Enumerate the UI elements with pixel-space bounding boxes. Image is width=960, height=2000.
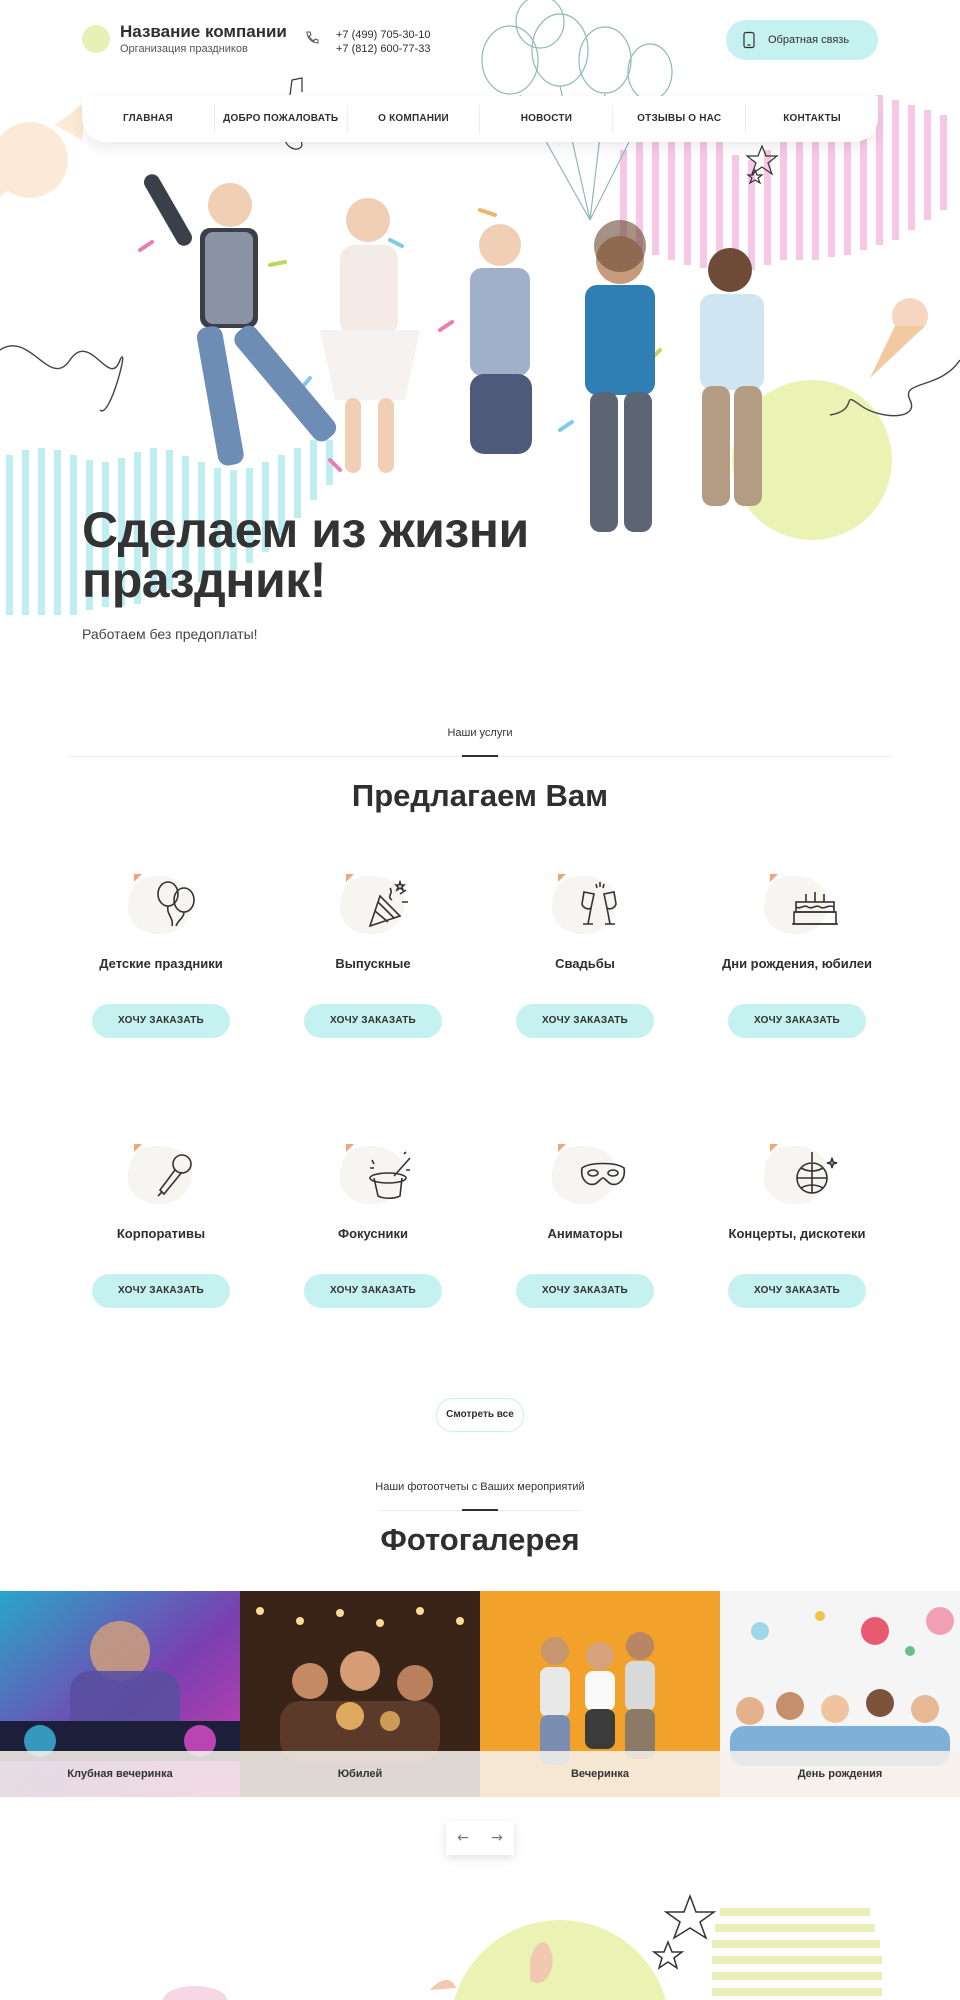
kid-3 [470,224,532,454]
service-name: Детские праздники [99,956,223,971]
candy-decoration [0,100,88,215]
gallery-caption: Вечеринка [480,1751,720,1797]
nav-item-contacts[interactable]: КОНТАКТЫ [783,113,841,124]
cake-icon [790,880,840,932]
balloons-icon [154,880,198,932]
service-card-animators [479,1140,691,1308]
service-card-concerts [691,1140,903,1308]
feedback-button[interactable] [726,20,878,60]
service-card-weddings [479,870,691,1038]
service-card-kids [55,870,267,1038]
company-logo[interactable] [82,22,287,56]
service-icon-box [338,870,408,938]
company-name: Название компании [120,22,287,41]
services-kicker-underline [462,755,498,757]
nav-item-about[interactable]: О КОМПАНИИ [348,105,481,133]
phone-number-2[interactable]: +7 (812) 600-77-33 [336,43,431,55]
service-card-graduation [267,870,479,1038]
services-kicker: Наши услуги [447,727,513,739]
hero-subtitle: Работаем без предоплаты! [82,626,258,642]
service-card-birthdays [691,870,903,1038]
magic-hat-icon [366,1150,416,1202]
nav-item-news[interactable]: НОВОСТИ [480,105,613,133]
gallery-next-button[interactable]: → [491,1830,503,1846]
corner-mark [134,1144,142,1152]
logo-circle-icon [82,25,110,53]
service-name: Фокусники [337,1226,409,1241]
corner-mark [346,1144,354,1152]
gallery-title: Фотогалерея [380,1522,580,1557]
service-icon-box [126,870,196,938]
gallery-item-club-party[interactable] [0,1591,240,1797]
order-button[interactable]: ХОЧУ ЗАКАЗАТЬ [92,1004,230,1038]
phone-icon [304,30,320,46]
swirl-decoration [0,346,123,411]
service-name: Дни рождения, юбилеи [721,956,873,971]
corner-mark [770,874,778,882]
order-button[interactable]: ХОЧУ ЗАКАЗАТЬ [728,1274,866,1308]
champagne-glasses-icon [578,880,622,932]
service-icon-box [338,1140,408,1208]
service-icon-box [550,870,620,938]
order-button[interactable]: ХОЧУ ЗАКАЗАТЬ [304,1274,442,1308]
gallery-pager [446,1821,514,1855]
service-icon-box [126,1140,196,1208]
service-name: Концерты, дискотеки [728,1226,866,1241]
photo-gallery [0,1591,960,1797]
kid-4 [585,220,655,532]
order-button[interactable]: ХОЧУ ЗАКАЗАТЬ [92,1274,230,1308]
gallery-item-jubilee[interactable] [240,1591,480,1797]
phone-block [304,28,430,56]
phone-callback-icon [740,31,758,49]
microphone-icon [154,1150,198,1202]
company-tagline: Организация праздников [120,43,248,55]
gallery-caption: Клубная вечеринка [0,1751,240,1797]
feedback-label: Обратная связь [768,34,850,46]
kid-5 [700,248,764,506]
services-title: Предлагаем Вам [351,778,609,813]
disco-ball-icon [790,1150,840,1202]
party-popper-icon [366,880,410,932]
service-name: Свадьбы [555,956,615,971]
corner-mark [346,874,354,882]
service-name: Корпоративы [116,1226,206,1241]
carnival-mask-icon [578,1150,628,1202]
nav-item-reviews[interactable]: ОТЗЫВЫ О НАС [613,105,746,133]
gallery-prev-button[interactable]: ← [457,1830,469,1846]
corner-mark [558,1144,566,1152]
service-icon-box [762,1140,832,1208]
service-name: Аниматоры [547,1226,623,1241]
nav-item-welcome[interactable]: ДОБРО ПОЖАЛОВАТЬ [215,105,348,133]
service-card-corporate [55,1140,267,1308]
gallery-item-birthday[interactable] [720,1591,960,1797]
kid-1 [141,171,340,467]
service-card-magicians [267,1140,479,1308]
bottom-decoration [0,1880,960,2000]
service-name: Выпускные [335,956,411,971]
nav-item-home[interactable]: ГЛАВНАЯ [82,105,215,133]
gallery-caption: Юбилей [240,1751,480,1797]
corner-mark [134,874,142,882]
gallery-kicker: Наши фотоотчеты с Ваших мероприятий [375,1481,585,1493]
order-button[interactable]: ХОЧУ ЗАКАЗАТЬ [304,1004,442,1038]
main-nav [82,96,878,142]
order-button[interactable]: ХОЧУ ЗАКАЗАТЬ [728,1004,866,1038]
corner-mark [558,874,566,882]
phone-number-1[interactable]: +7 (499) 705-30-10 [336,29,431,41]
order-button[interactable]: ХОЧУ ЗАКАЗАТЬ [516,1004,654,1038]
service-icon-box [550,1140,620,1208]
view-all-button[interactable]: Смотреть все [436,1398,524,1432]
service-icon-box [762,870,832,938]
hero-title-line-2: праздник! [82,552,326,608]
gallery-kicker-underline [462,1509,498,1511]
gallery-item-party[interactable] [480,1591,720,1797]
corner-mark [770,1144,778,1152]
hero-title-line-1: Сделаем из жизни [82,502,529,558]
hero-title [82,502,529,608]
hero-section [0,0,960,660]
order-button[interactable]: ХОЧУ ЗАКАЗАТЬ [516,1274,654,1308]
ice-cream-decoration [870,298,928,378]
gallery-caption: День рождения [720,1751,960,1797]
